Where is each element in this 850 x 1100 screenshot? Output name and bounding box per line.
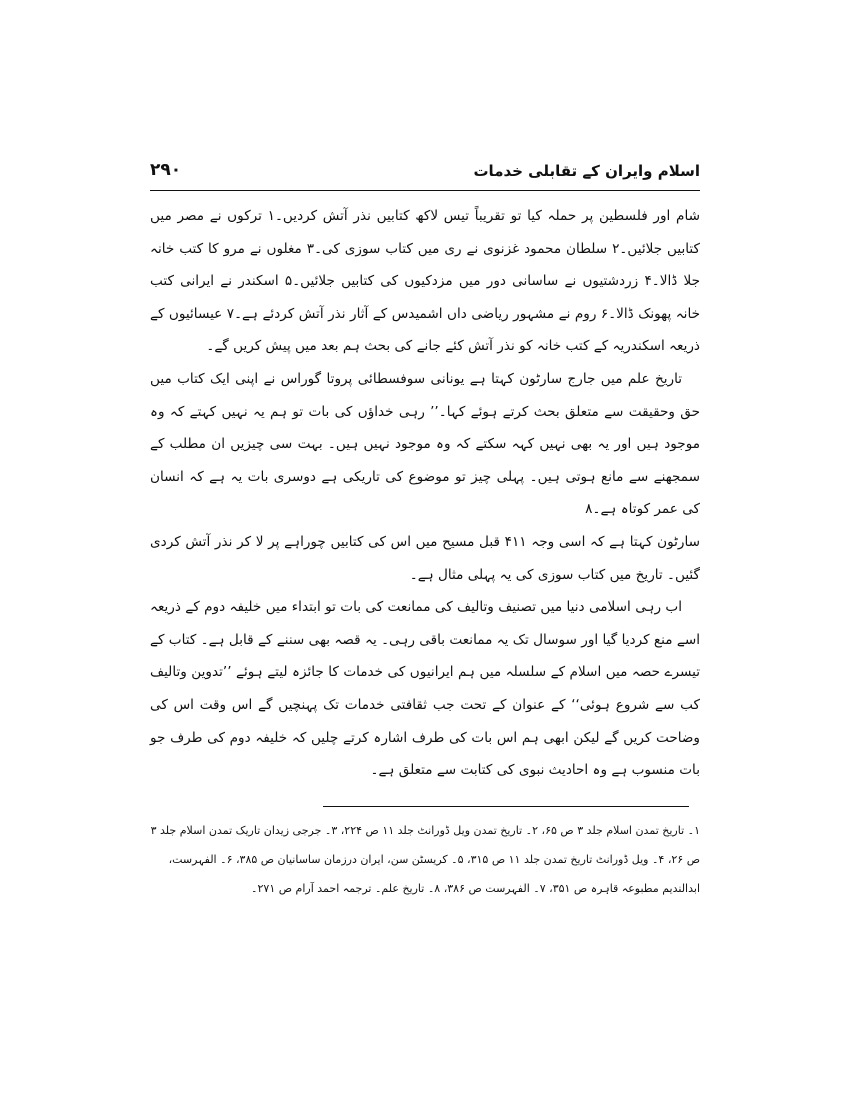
running-header (150, 160, 700, 186)
page-number: ۲۹۰ (150, 160, 182, 180)
body-text (150, 200, 700, 787)
footnote-line-3: ابدالندیم مطبوعہ قاہرہ ص ۳۵۱، ۷۔ الفہرست ص ۳۸۶، ۸۔ تاریخ علم۔ ترجمہ احمد آرام ص ۲۷۱۔ (251, 882, 700, 895)
running-title: اسلام وایران کے تقابلی خدمات (473, 162, 700, 180)
paragraph-2: تاریخ علم میں جارج سارٹون کہتا ہے یونانی سوفسطائی پروتا گوراس نے اپنی ایک کتاب میں حق وحقیقت سے متعلق بحث کرتے ہوئے کہا۔’’ رہی خداؤں کی بات تو ہم یہ نہیں کہتے کہ وہ موجود ہیں اور یہ بھی نہیں کہہ سکتے کہ وہ موجود نہیں ہیں۔ بہت سی چیزیں ان مطلب کے سمجھنے سے مانع ہوتی ہیں۔ پہلی چیز تو موضوع کی تاریکی ہے دوسری بات یہ ہے کہ انسان کی عمر کوتاہ ہے۔۸ (150, 370, 700, 518)
footnote-line-1: ۱۔ تاریخ تمدن اسلام جلد ۳ ص ۶۵، ۲۔ تاریخ تمدن ویل ڈورانٹ جلد ۱۱ ص ۲۲۴، ۳۔ جرجی زیدان تاریک تمدن اسلام جلد ۳ (150, 824, 700, 837)
footnote-rule (323, 806, 689, 807)
footnote-line-2: ص ۲۶، ۴۔ ویل ڈورانٹ تاریخ تمدن جلد ۱۱ ص ۳۱۵، ۵۔ کریسٹن سن، ایران درزمان ساسانیان ص ۳۸۵، ۶۔ الفہرست، (168, 853, 700, 866)
footnotes (150, 816, 700, 903)
paragraph-3: سارٹون کہتا ہے کہ اسی وجہ ۴۱۱ قبل مسیح میں اس کی کتابیں چوراہے پر لا کر نذر آتش کردی گئیں۔ تاریخ میں کتاب سوزی کی یہ پہلی مثال ہے۔ (150, 533, 700, 583)
paragraph-4: اب رہی اسلامی دنیا میں تصنیف وتالیف کی ممانعت کی بات تو ابتداء میں خلیفہ دوم کے ذریعہ اسے منع کردیا گیا اور سوسال تک یہ ممانعت باقی رہی۔ یہ قصہ بھی سننے کے قابل ہے۔ کتاب کے تیسرے حصہ میں اسلام کے سلسلہ میں ہم ایرانیوں کی خدمات کا جائزہ لیتے ہوئے ’’تدوین وتالیف کب سے شروع ہوئی‘‘ کے عنوان کے تحت جب ثقافتی خدمات تک پہنچیں گے اس وقت اس کی وضاحت کریں گے لیکن ابھی ہم اس بات کی طرف اشارہ کرتے چلیں کہ خلیفہ دوم کی طرف جو بات منسوب ہے وہ احادیث نبوی کی کتابت سے متعلق ہے۔ (150, 599, 700, 779)
header-rule (150, 190, 700, 191)
paragraph-1: شام اور فلسطین پر حملہ کیا تو تقریباً تیس لاکھ کتابیں نذر آتش کردیں۔۱ ترکوں نے مصر میں کتابیں جلائیں۔۲ سلطان محمود غزنوی نے ری میں کتاب سوزی کی۔۳ مغلوں نے مرو کا کتب خانہ جلا ڈالا۔۴ زردشتیوں نے ساسانی دور میں مزدکیوں کی کتابیں جلائیں۔۵ اسکندر نے ایرانی کتب خانہ پھونک ڈالا۔۶ روم نے مشہور ریاضی داں اشمیدس کے آثار نذر آتش کردئے ہے۔۷ عیسائیوں کے ذریعہ اسکندریہ کے کتب خانہ کو نذر آتش کئے جانے کی بحث ہم بعد میں پیش کریں گے۔ (150, 208, 701, 355)
